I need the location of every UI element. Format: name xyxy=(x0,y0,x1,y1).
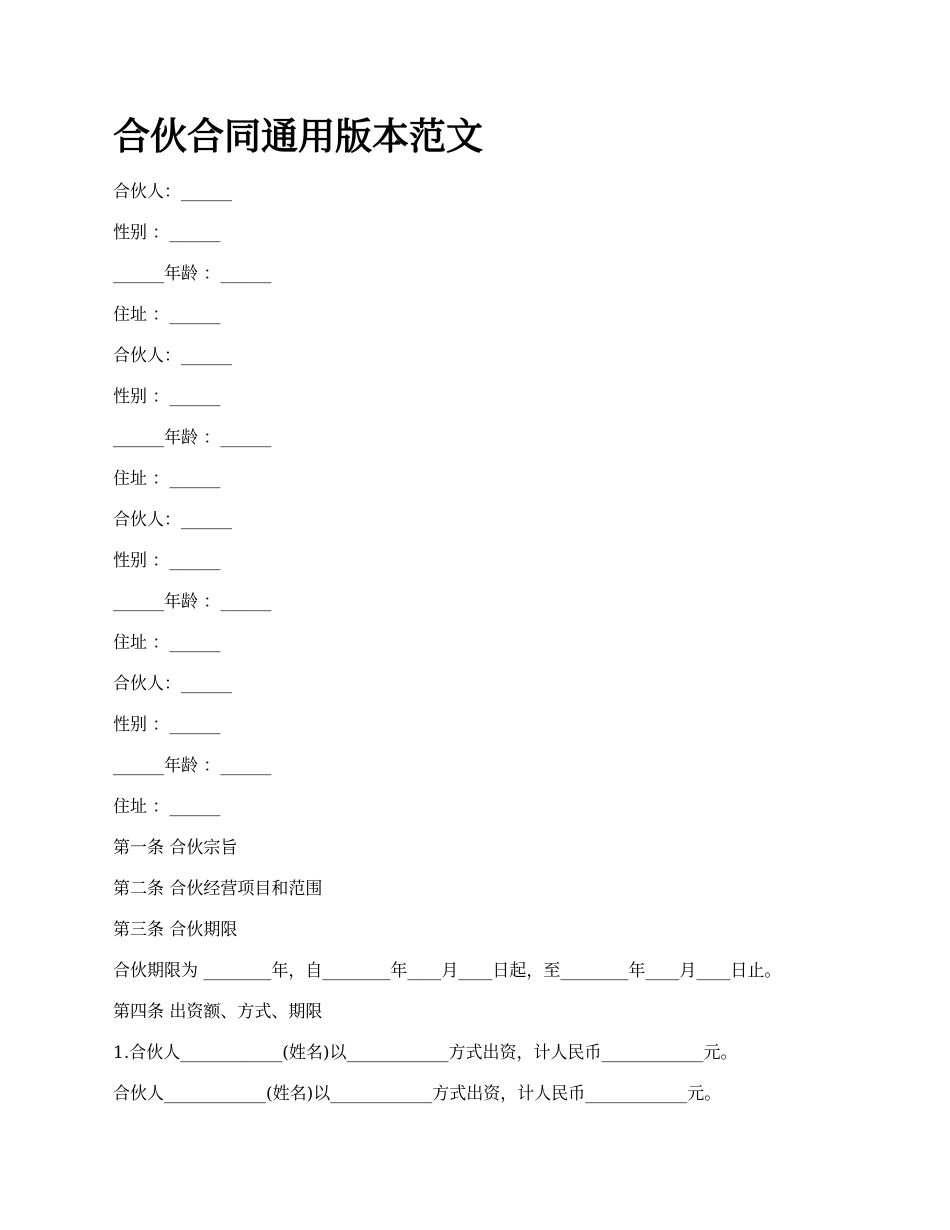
age-line: ______年龄 ：______ xyxy=(113,756,272,776)
gender-line: 性别 ：______ xyxy=(113,223,221,243)
article-heading: 第一条 合伙宗旨 xyxy=(113,838,238,858)
contribution-paragraph: 1.合伙人____________(姓名)以____________方式出资，计人民币____________元。 xyxy=(113,1043,738,1063)
address-line: 住址 ：______ xyxy=(113,633,221,653)
article-heading: 第三条 合伙期限 xyxy=(113,920,238,940)
partner-name-line: 合伙人：______ xyxy=(113,510,232,530)
address-line: 住址 ：______ xyxy=(113,797,221,817)
age-line: ______年龄 ：______ xyxy=(113,264,272,284)
gender-line: 性别 ：______ xyxy=(113,551,221,571)
age-line: ______年龄 ：______ xyxy=(113,592,272,612)
gender-line: 性别 ：______ xyxy=(113,387,221,407)
document-title: 合伙合同通用版本范文 xyxy=(113,114,483,158)
document-body xyxy=(113,178,781,1121)
partner-name-line: 合伙人：______ xyxy=(113,346,232,366)
article-heading: 第二条 合伙经营项目和范围 xyxy=(113,879,323,899)
partner-name-line: 合伙人：______ xyxy=(113,674,232,694)
partner-name-line: 合伙人：______ xyxy=(113,182,232,202)
age-line: ______年龄 ：______ xyxy=(113,428,272,448)
contribution-paragraph: 合伙人____________(姓名)以____________方式出资，计人民币____________元。 xyxy=(113,1084,722,1104)
gender-line: 性别 ：______ xyxy=(113,715,221,735)
address-line: 住址 ：______ xyxy=(113,305,221,325)
term-paragraph: 合伙期限为 ________年，自________年____月____日起，至________年____月____日止。 xyxy=(113,961,782,981)
article-heading: 第四条 出资额、方式、期限 xyxy=(113,1002,323,1022)
address-line: 住址 ：______ xyxy=(113,469,221,489)
